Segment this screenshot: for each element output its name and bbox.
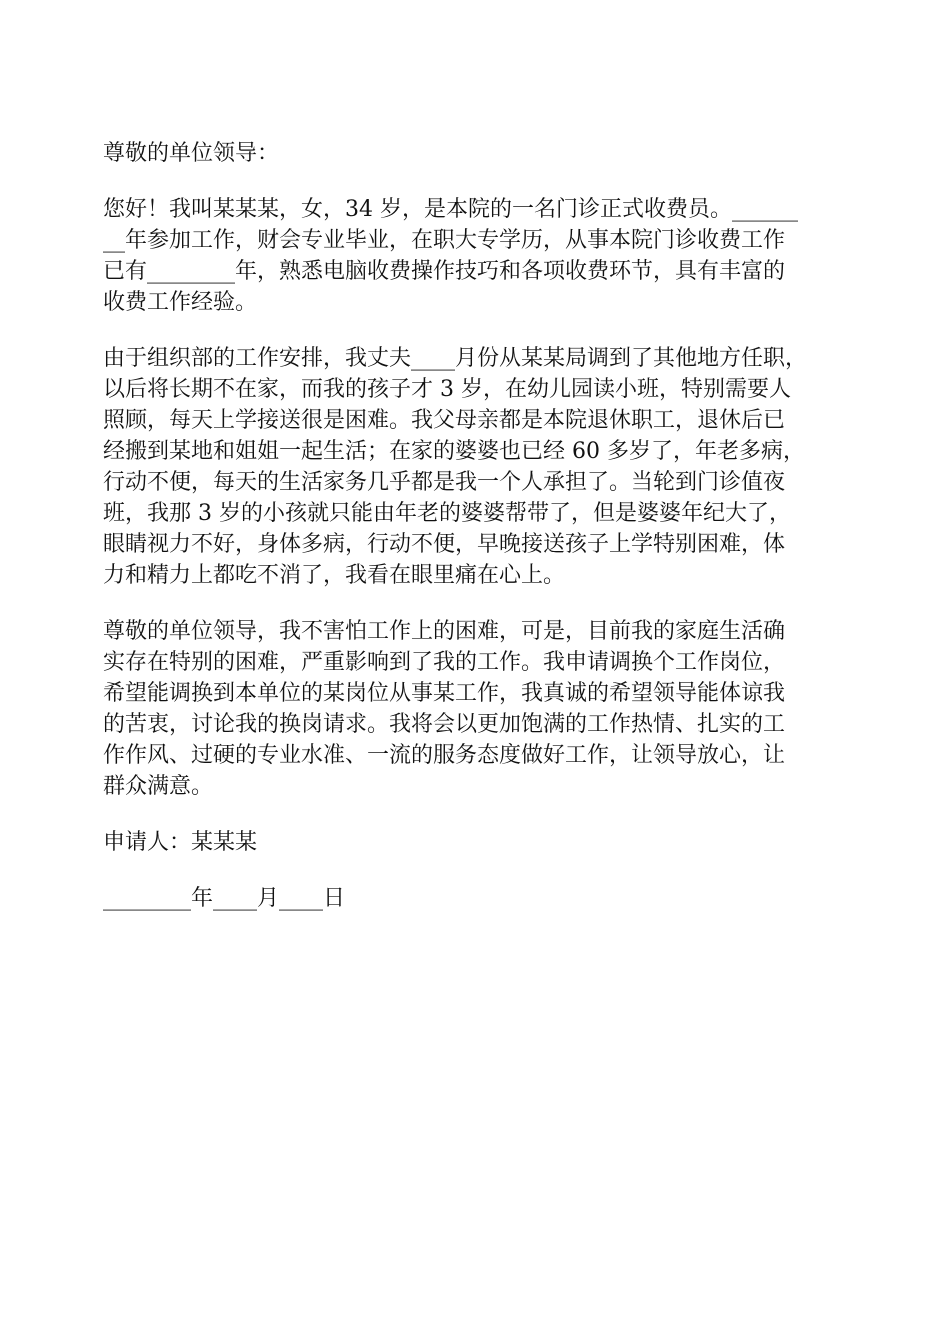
paragraph-line: 眼睛视力不好，身体多病，行动不便，早晚接送孩子上学特别困难，体: [103, 532, 786, 557]
paragraph-introduction: [103, 194, 859, 318]
paragraph-request: [103, 616, 859, 802]
paragraph-line: 班，我那 3 岁的小孩就只能由年老的婆婆帮带了，但是婆婆年纪大了，: [103, 501, 791, 526]
paragraph-line: 希望能调换到本单位的某岗位从事某工作，我真诚的希望领导能体谅我: [103, 681, 786, 706]
applicant-signature: 申请人：某某某: [103, 830, 258, 855]
paragraph-line: 实存在特别的困难，严重影响到了我的工作。我申请调换个工作岗位，: [103, 650, 786, 675]
salutation: 尊敬的单位领导：: [103, 141, 280, 166]
paragraph-line: 群众满意。: [103, 774, 214, 799]
paragraph-line: 以后将长期不在家，而我的孩子才 3 岁，在幼儿园读小班，特别需要人: [103, 377, 791, 402]
paragraph-line: 您好！我叫某某某，女，34 岁，是本院的一名门诊正式收费员。______: [103, 197, 798, 222]
paragraph-line: 经搬到某地和姐姐一起生活；在家的婆婆也已经 60 多岁了，年老多病，: [103, 439, 805, 464]
paragraph-line: 的苦衷，讨论我的换岗请求。我将会以更加饱满的工作热情、扎实的工: [103, 712, 786, 737]
paragraph-line: 力和精力上都吃不消了，我看在眼里痛在心上。: [103, 563, 566, 588]
paragraph-line: 已有________年，熟悉电脑收费操作技巧和各项收费环节，具有丰富的: [103, 259, 786, 284]
paragraph-line: 尊敬的单位领导，我不害怕工作上的困难，可是，目前我的家庭生活确: [103, 619, 786, 644]
document-page: [103, 138, 859, 914]
paragraph-family-situation: [103, 343, 859, 591]
paragraph-line: 由于组织部的工作安排，我丈夫____月份从某某局调到了其他地方任职，: [103, 346, 808, 371]
date-line: ________年____月____日: [103, 886, 346, 911]
paragraph-line: 收费工作经验。: [103, 290, 258, 315]
paragraph-line: 作作风、过硬的专业水准、一流的服务态度做好工作，让领导放心，让: [103, 743, 786, 768]
paragraph-line: 照顾，每天上学接送很是困难。我父母亲都是本院退休职工，退休后已: [103, 408, 786, 433]
paragraph-line: __年参加工作，财会专业毕业，在职大专学历，从事本院门诊收费工作: [103, 228, 786, 253]
paragraph-line: 行动不便，每天的生活家务几乎都是我一个人承担了。当轮到门诊值夜: [103, 470, 786, 495]
